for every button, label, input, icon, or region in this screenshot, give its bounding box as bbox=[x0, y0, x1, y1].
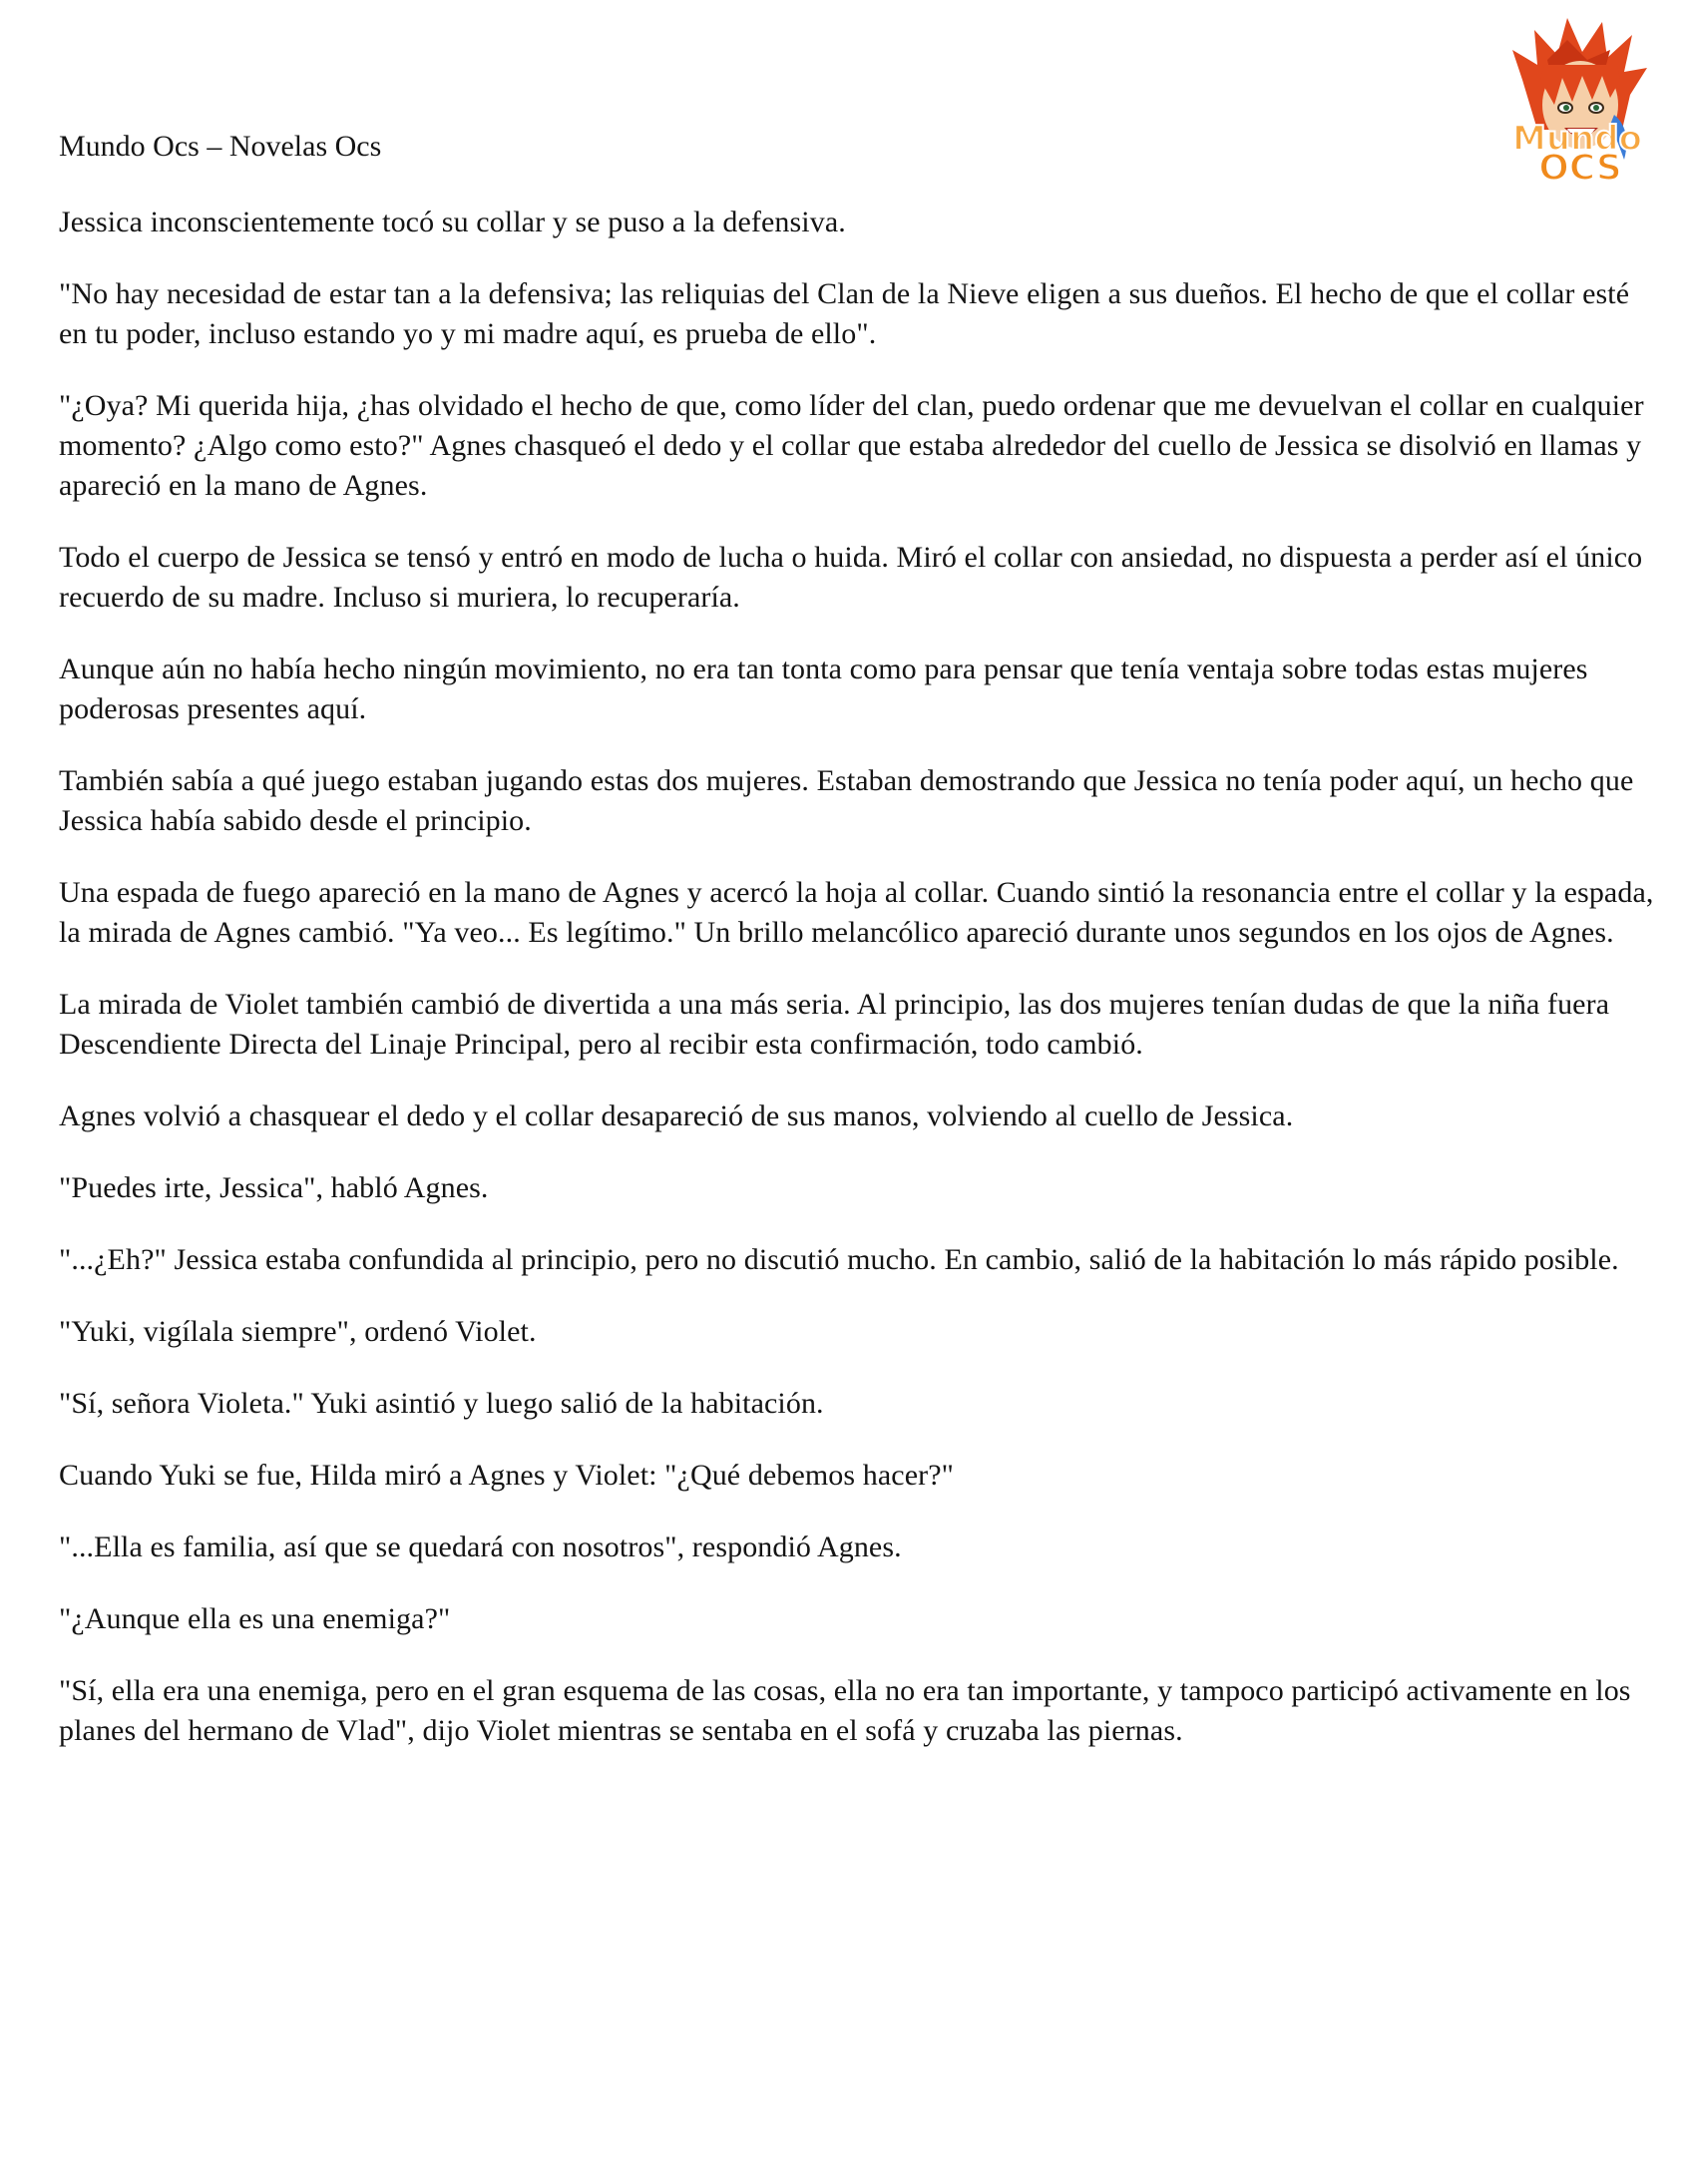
paragraph: Una espada de fuego apareció en la mano de Agnes y acercó la hoja al collar. Cuando sintió la resonancia entre el collar y la espada, la mirada de Agnes cambió. "Ya veo... Es legítimo." Un brillo melancólico apareció durante unos segundos en los ojos de Agnes. bbox=[59, 876, 1654, 949]
paragraph: "Sí, señora Violeta." Yuki asintió y luego salió de la habitación. bbox=[59, 1387, 824, 1420]
anime-character-logo-icon bbox=[1492, 10, 1662, 185]
logo-text-top: Mundo bbox=[1512, 119, 1642, 159]
paragraph: Todo el cuerpo de Jessica se tensó y entró en modo de lucha o huida. Miró el collar con ansiedad, no dispuesta a perder así el único recuerdo de su madre. Incluso si muriera, lo recuperaría. bbox=[59, 541, 1643, 614]
paragraph: "Sí, ella era una enemiga, pero en el gran esquema de las cosas, ella no era tan importante, y tampoco participó activamente en los planes del hermano de Vlad", dijo Violet mientras se sentaba en el sofá y cruzaba las piernas. bbox=[59, 1674, 1631, 1747]
story-body bbox=[59, 203, 1655, 1783]
paragraph: "¿Aunque ella es una enemiga?" bbox=[59, 1602, 451, 1635]
paragraph: "¿Oya? Mi querida hija, ¿has olvidado el hecho de que, como líder del clan, puedo ordenar que me devuelvan el collar en cualquier momento? ¿Algo como esto?" Agnes chasqueó el dedo y el collar que estaba alrededor del cuello de Jessica se disolvió en llamas y apareció en la mano de Agnes. bbox=[59, 389, 1644, 502]
logo-text-bottom: OCS bbox=[1538, 148, 1622, 185]
paragraph: También sabía a qué juego estaban jugando estas dos mujeres. Estaban demostrando que Jessica no tenía poder aquí, un hecho que Jessica había sabido desde el principio. bbox=[59, 764, 1634, 837]
page-header: Mundo Ocs – Novelas Ocs bbox=[59, 130, 382, 163]
paragraph: Cuando Yuki se fue, Hilda miró a Agnes y Violet: "¿Qué debemos hacer?" bbox=[59, 1459, 954, 1492]
paragraph: Jessica inconscientemente tocó su collar y se puso a la defensiva. bbox=[59, 206, 846, 238]
paragraph: Aunque aún no había hecho ningún movimiento, no era tan tonta como para pensar que tenía ventaja sobre todas estas mujeres poderosas presentes aquí. bbox=[59, 653, 1588, 725]
paragraph: "...¿Eh?" Jessica estaba confundida al principio, pero no discutió mucho. En cambio, salió de la habitación lo más rápido posible. bbox=[59, 1243, 1619, 1276]
paragraph: "No hay necesidad de estar tan a la defensiva; las reliquias del Clan de la Nieve eligen a sus dueños. El hecho de que el collar esté en tu poder, incluso estando yo y mi madre aquí, es prueba de ello". bbox=[59, 277, 1630, 350]
paragraph: "Puedes irte, Jessica", habló Agnes. bbox=[59, 1171, 489, 1204]
mundo-ocs-logo bbox=[1492, 10, 1662, 185]
paragraph: "...Ella es familia, así que se quedará con nosotros", respondió Agnes. bbox=[59, 1530, 902, 1563]
paragraph: "Yuki, vigílala siempre", ordenó Violet. bbox=[59, 1315, 537, 1348]
paragraph: La mirada de Violet también cambió de divertida a una más seria. Al principio, las dos mujeres tenían dudas de que la niña fuera Descendiente Directa del Linaje Principal, pero al recibir esta confirmación, todo cambió. bbox=[59, 988, 1610, 1061]
paragraph: Agnes volvió a chasquear el dedo y el collar desapareció de sus manos, volviendo al cuello de Jessica. bbox=[59, 1099, 1294, 1132]
